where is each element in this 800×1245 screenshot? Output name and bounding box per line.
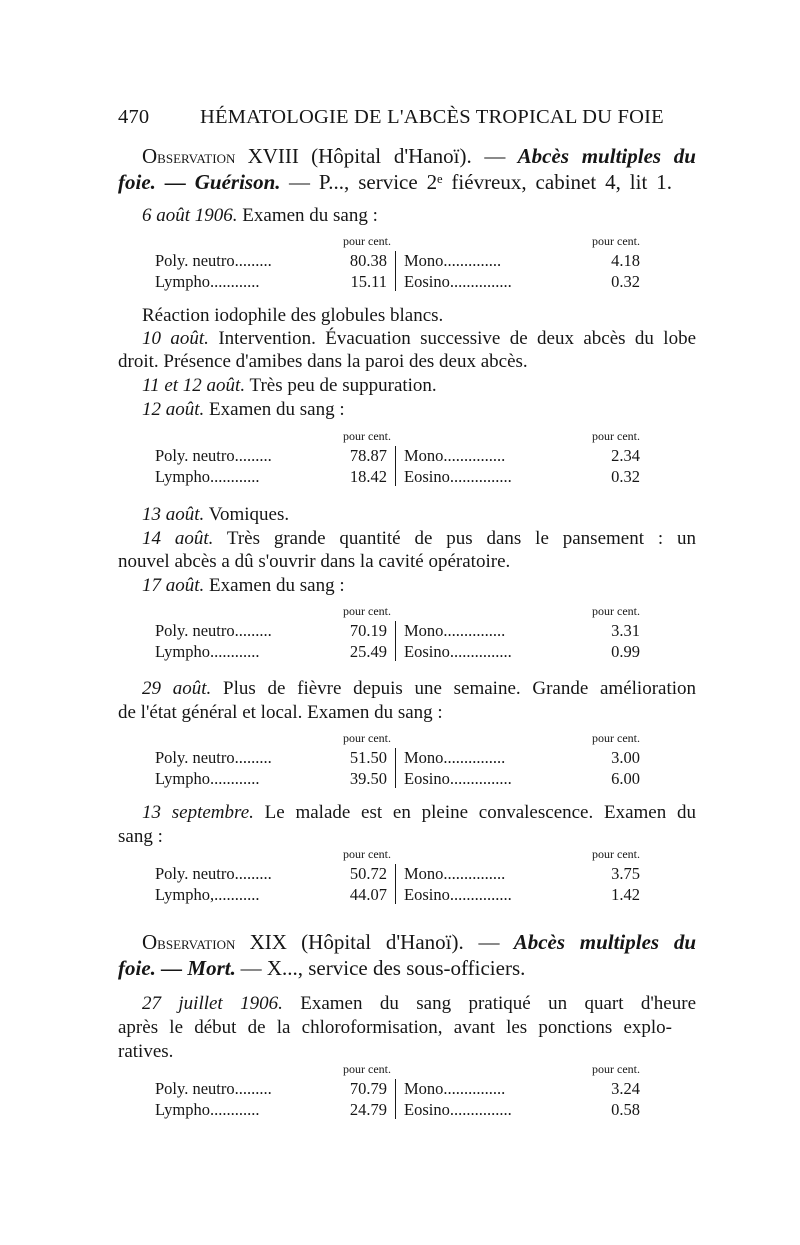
table-row: Lympho............ 39.50 Eosino............... 6.00 bbox=[155, 769, 640, 788]
entry-27-juillet-cont: après le début de la chloroformisation, avant les ponctions explo- bbox=[118, 1017, 672, 1038]
entry-6-aout: 6 août 1906. Examen du sang : bbox=[142, 205, 378, 226]
column-divider bbox=[395, 748, 396, 788]
column-divider bbox=[395, 1079, 396, 1119]
observation-19-heading: Observation XIX (Hôpital d'Hanoï). — Abcès multiples du bbox=[142, 930, 696, 954]
table-row: Lympho............ 24.79 Eosino............... 0.58 bbox=[155, 1100, 640, 1119]
entry-27-juillet-cont2: ratives. bbox=[118, 1041, 174, 1062]
blood-table-5: pour cent. pour cent. Poly. neutro......... 50.72 Mono............... 3.75 Lympho,........... 44.07 Eosino............... 1.42 bbox=[155, 847, 640, 904]
page-number: 470 bbox=[118, 106, 150, 128]
entry-17-aout: 17 août. Examen du sang : bbox=[142, 575, 345, 596]
running-title: HÉMATOLOGIE DE L'ABCÈS TROPICAL DU FOIE bbox=[200, 106, 664, 128]
entry-14-aout: 14 août. Très grande quantité de pus dans le pansement : un bbox=[142, 528, 696, 549]
entry-10-aout: 10 août. Intervention. Évacuation successive de deux abcès du lobe bbox=[142, 328, 697, 349]
table-row: Lympho,........... 44.07 Eosino............... 1.42 bbox=[155, 885, 640, 904]
observation-18-heading-cont: foie. — Guérison. — P..., service 2ᵉ fiévreux, cabinet 4, lit 1. bbox=[118, 170, 672, 194]
blood-table-6: pour cent. pour cent. Poly. neutro......... 70.79 Mono............... 3.24 Lympho............ 24.79 Eosino............... 0.58 bbox=[155, 1062, 640, 1119]
observation-19-heading-cont: foie. — Mort. — X..., service des sous-officiers. bbox=[118, 956, 526, 980]
table-row: Poly. neutro......... 51.50 Mono............... 3.00 bbox=[155, 748, 640, 767]
table-row: Lympho............ 18.42 Eosino............... 0.32 bbox=[155, 467, 640, 486]
entry-iodophile: Réaction iodophile des globules blancs. bbox=[142, 305, 444, 326]
table-row: Lympho............ 25.49 Eosino............... 0.99 bbox=[155, 642, 640, 661]
entry-10-aout-cont: droit. Présence d'amibes dans la paroi des deux abcès. bbox=[118, 351, 528, 372]
entry-12-aout: 12 août. Examen du sang : bbox=[142, 399, 345, 420]
blood-table-3: pour cent. pour cent. Poly. neutro......... 70.19 Mono............... 3.31 Lympho............ 25.49 Eosino............... 0.99 bbox=[155, 604, 640, 661]
table-row: Poly. neutro......... 80.38 Mono.............. 4.18 bbox=[155, 251, 640, 270]
entry-27-juillet: 27 juillet 1906. Examen du sang pratiqué un quart d'heure bbox=[142, 993, 697, 1014]
column-divider bbox=[395, 446, 396, 486]
entry-29-aout: 29 août. Plus de fièvre depuis une semaine. Grande amélioration bbox=[142, 678, 697, 699]
entry-29-aout-cont: de l'état général et local. Examen du sang : bbox=[118, 702, 443, 723]
column-divider bbox=[395, 621, 396, 661]
observation-18-heading: Observation XVIII (Hôpital d'Hanoï). — Abcès multiples du bbox=[142, 144, 696, 168]
table-row: Poly. neutro......... 50.72 Mono............... 3.75 bbox=[155, 864, 640, 883]
entry-11-12-aout: 11 et 12 août. Très peu de suppuration. bbox=[142, 375, 437, 396]
column-divider bbox=[395, 864, 396, 904]
entry-14-aout-cont: nouvel abcès a dû s'ouvrir dans la cavité opératoire. bbox=[118, 551, 511, 572]
blood-table-4: pour cent. pour cent. Poly. neutro......... 51.50 Mono............... 3.00 Lympho............ 39.50 Eosino............... 6.00 bbox=[155, 731, 640, 788]
table-row: Lympho............ 15.11 Eosino............... 0.32 bbox=[155, 272, 640, 291]
entry-13-septembre-cont: sang : bbox=[118, 826, 163, 847]
column-divider bbox=[395, 251, 396, 291]
table-row: Poly. neutro......... 78.87 Mono............... 2.34 bbox=[155, 446, 640, 465]
blood-table-1: pour cent. pour cent. Poly. neutro......... 80.38 Mono.............. 4.18 Lympho............ 15.11 Eosino............... 0.32 bbox=[155, 234, 640, 291]
blood-table-2: pour cent. pour cent. Poly. neutro......... 78.87 Mono............... 2.34 Lympho............ 18.42 Eosino............... 0.32 bbox=[155, 429, 640, 486]
table-row: Poly. neutro......... 70.19 Mono............... 3.31 bbox=[155, 621, 640, 640]
table-row: Poly. neutro......... 70.79 Mono............... 3.24 bbox=[155, 1079, 640, 1098]
entry-13-septembre: 13 septembre. Le malade est en pleine convalescence. Examen du bbox=[142, 802, 696, 823]
entry-13-aout: 13 août. Vomiques. bbox=[142, 504, 290, 525]
